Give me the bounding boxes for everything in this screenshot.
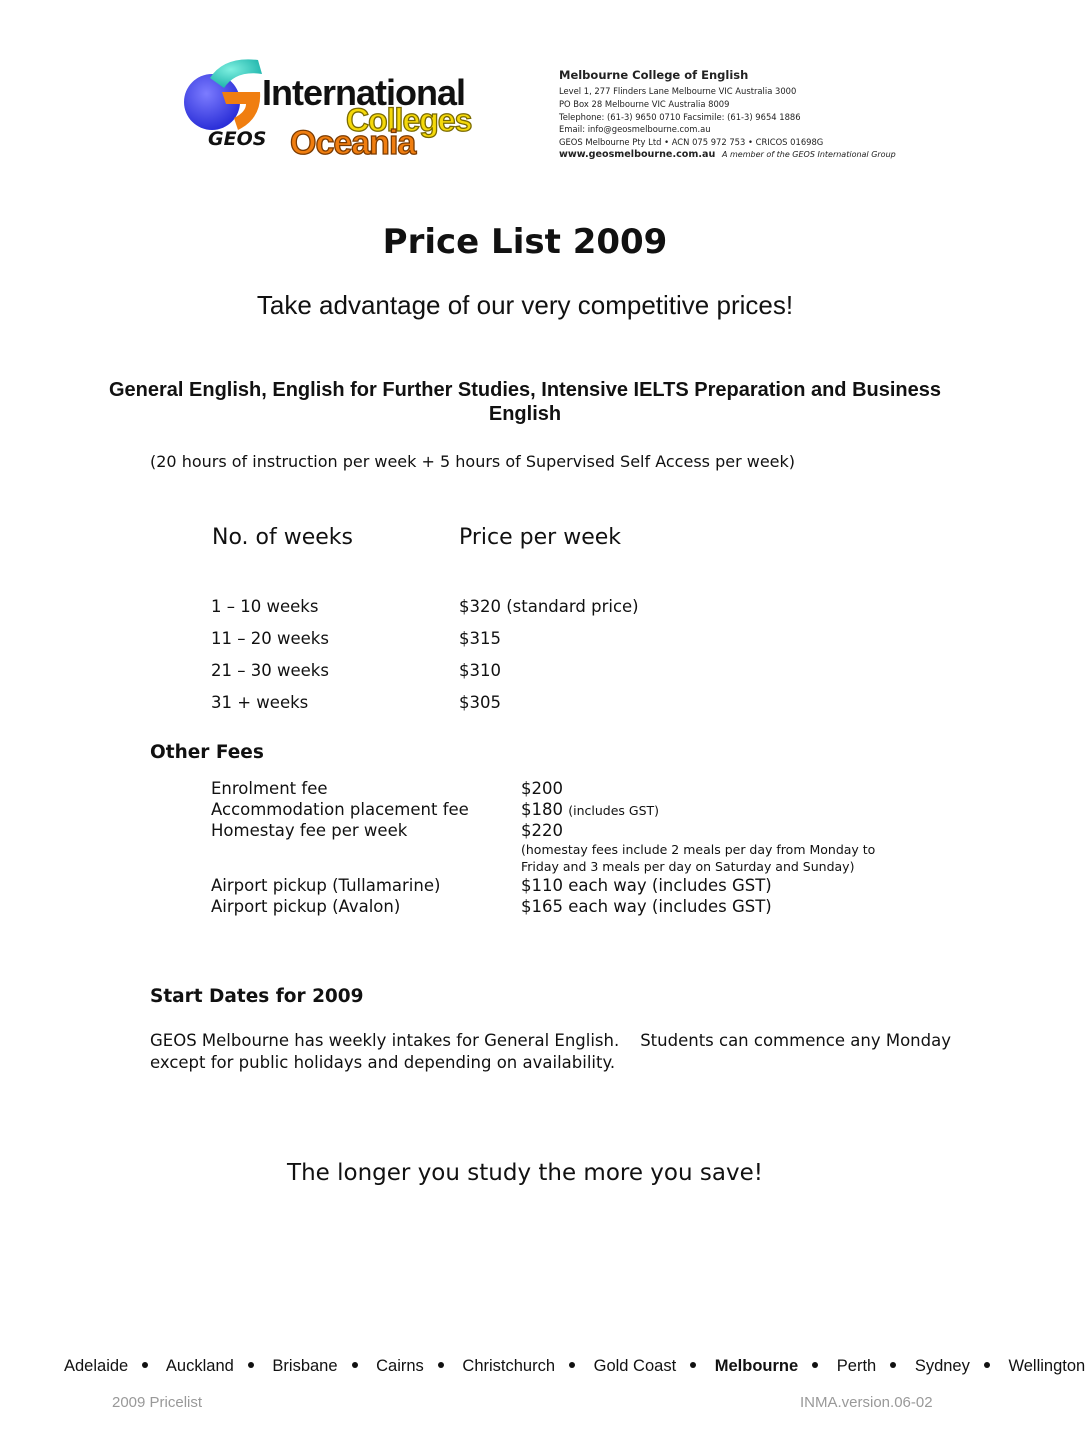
college-name: Melbourne College of English [559,68,749,82]
bullet-icon [984,1362,990,1368]
start-dates-text: GEOS Melbourne has weekly intakes for General English. Students can commence any Monday except for public holidays and depending on availability. [150,1031,957,1072]
footer-left: 2009 Pricelist [112,1394,203,1411]
bullet-icon [352,1362,358,1368]
price-row-price: $320 (standard price) [459,597,639,616]
logo-oceania-text: Oceania [290,124,416,162]
price-row-price: $305 [459,693,501,712]
city-item: Christchurch [462,1357,556,1375]
enrolment-fee-value: $200 [521,779,563,798]
pickup-avalon-value: $165 each way (includes GST) [521,897,772,916]
other-fees-heading: Other Fees [150,742,264,763]
homestay-note-line: (homestay fees include 2 meals per day from Monday to [521,842,876,857]
homestay-note [521,841,875,875]
column-header-weeks: No. of weeks [212,525,353,550]
bullet-icon [248,1362,254,1368]
accommodation-gst-note: (includes GST) [568,803,660,818]
bullet-icon [438,1362,444,1368]
city-item: Gold Coast [593,1357,677,1375]
bullet-icon [690,1362,696,1368]
pickup-tullamarine-label: Airport pickup (Tullamarine) [211,876,441,895]
homestay-fee-label: Homestay fee per week [211,821,408,840]
pickup-avalon-label: Airport pickup (Avalon) [211,897,401,916]
city-item-current: Melbourne [714,1357,799,1375]
column-header-price: Price per week [459,525,622,550]
city-item: Sydney [914,1357,970,1375]
website-line [559,149,896,162]
address-line: GEOS Melbourne Pty Ltd • ACN 075 972 753 • CRICOS 01698G [559,137,824,148]
footer-right: INMA.version.06-02 [800,1394,933,1411]
city-item: Adelaide [64,1357,129,1375]
bullet-icon [812,1362,818,1368]
address-line: Level 1, 277 Flinders Lane Melbourne VIC Australia 3000 [559,86,797,96]
price-row-weeks: 21 – 30 weeks [211,661,329,680]
city-item: Wellington [1008,1357,1085,1375]
course-heading: General English, English for Further Studies, Intensive IELTS Preparation and Business English [108,379,942,425]
hours-note: (20 hours of instruction per week + 5 hours of Supervised Self Access per week) [150,452,796,471]
city-item: Perth [836,1357,877,1375]
price-row-price: $315 [459,629,501,648]
bullet-icon [569,1362,575,1368]
city-item: Cairns [376,1357,424,1375]
city-list [64,1357,1085,1376]
member-note: A member of the GEOS International Group [722,149,896,159]
accommodation-fee-value [521,800,659,819]
homestay-note-line: Friday and 3 meals per day on Saturday and Sunday) [521,859,855,874]
logo-geos-text: GEOS [208,128,267,150]
address-line: PO Box 28 Melbourne VIC Australia 8009 [559,98,730,109]
price-row-price: $310 [459,661,501,680]
accommodation-fee-amount: $180 [521,800,563,819]
homestay-fee-value: $220 [521,821,563,840]
website-link[interactable]: www.geosmelbourne.com.au [559,148,716,160]
logo-international-text: International [262,72,466,113]
price-row-weeks: 11 – 20 weeks [211,629,329,648]
price-row-weeks: 31 + weeks [211,693,309,712]
logo-colleges-text: Colleges [346,102,472,138]
bullet-icon [890,1362,896,1368]
accommodation-fee-label: Accommodation placement fee [211,800,469,819]
city-item: Auckland [165,1357,234,1375]
bullet-icon [142,1362,148,1368]
address-line: Email: info@geosmelbourne.com.au [559,124,711,135]
tagline: The longer you study the more you save! [287,1160,763,1186]
city-item: Brisbane [272,1357,338,1375]
page-subtitle: Take advantage of our very competitive prices! [256,290,794,320]
enrolment-fee-label: Enrolment fee [211,779,328,798]
start-dates-heading: Start Dates for 2009 [150,986,364,1007]
page-title: Price List 2009 [382,222,668,262]
address-block [559,68,896,162]
price-row-weeks: 1 – 10 weeks [211,597,319,616]
pickup-tullamarine-value: $110 each way (includes GST) [521,876,772,895]
address-line: Telephone: (61-3) 9650 0710 Facsimile: (61-3) 9654 1886 [559,111,801,122]
